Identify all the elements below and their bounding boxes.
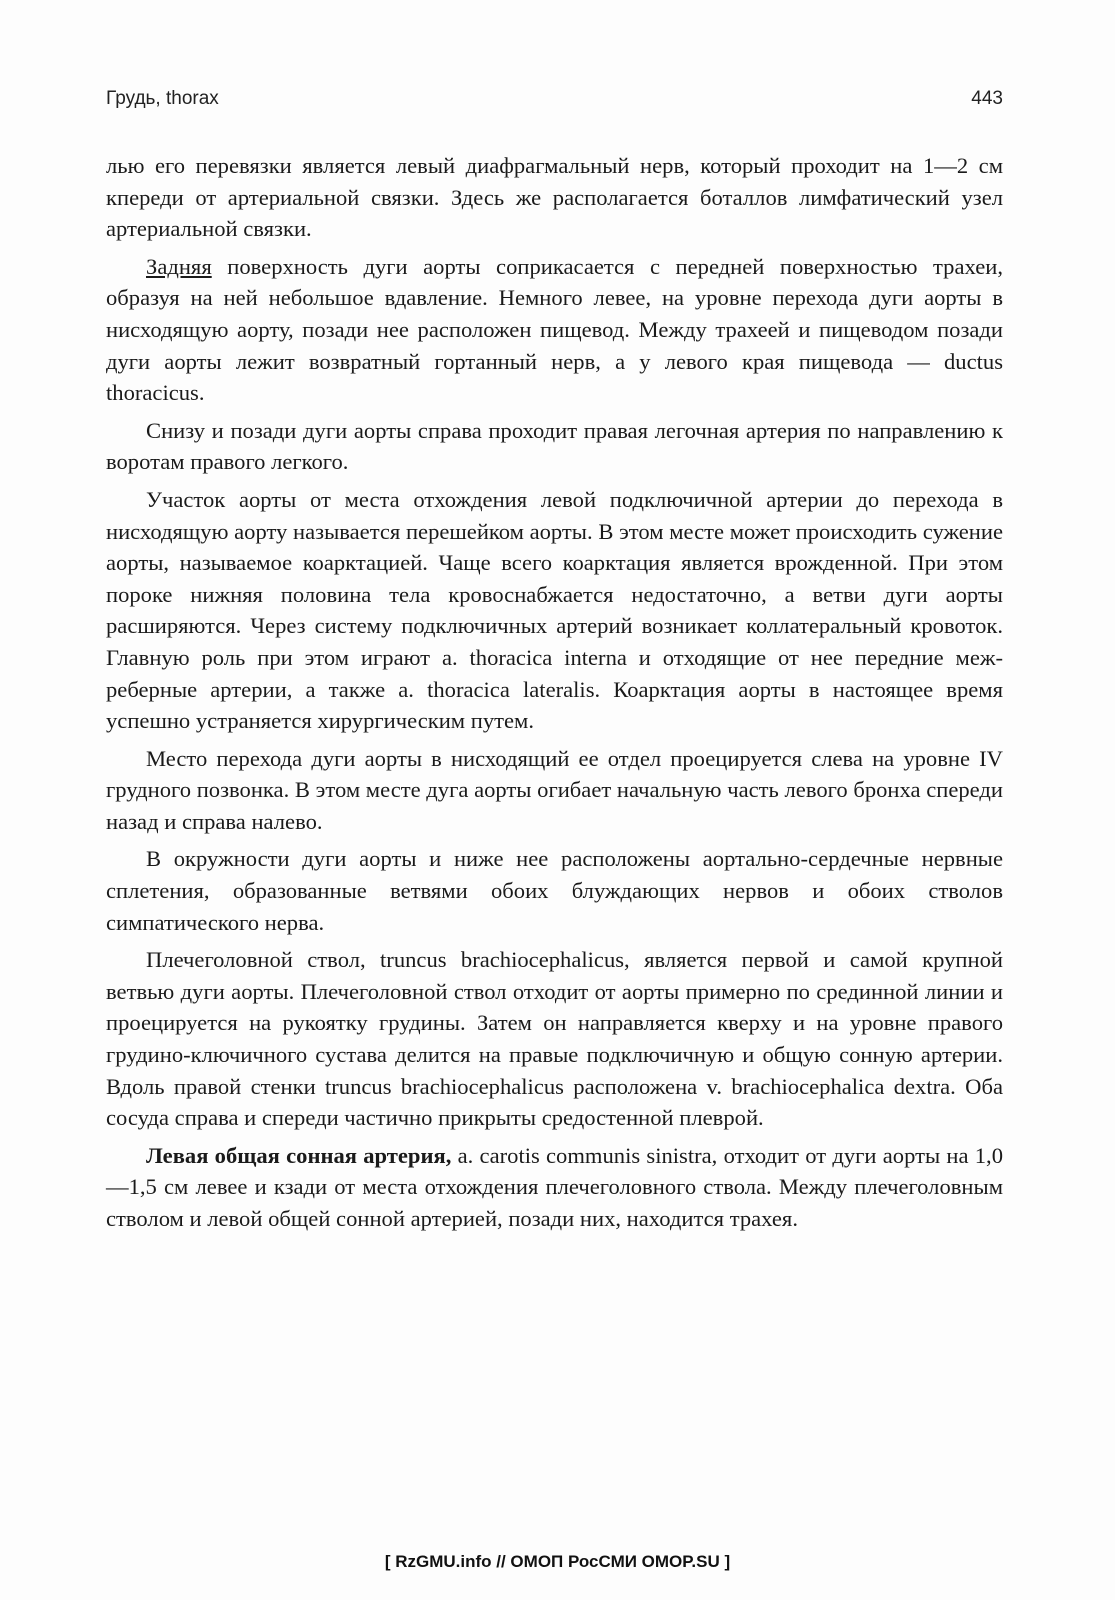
paragraph-2-lead-term: Задняя [146,253,212,279]
paragraph-8 [106,1140,1003,1235]
paragraph-1 [106,150,1003,245]
paragraph-2 [106,251,1003,409]
body-text [106,150,1003,1241]
section-title: Грудь, thorax [106,88,219,109]
paragraph-2-text: поверхность дуги аорты соприкасается с передней поверхностью трахеи, образуя на ней небольшое вдавление. Немного левее, на уровне перехода дуги аорты в нисходящую аорту, позади нее расположен пищевод. Между трахеей и пищеводом позади дуги аорты лежит возвратный гортанный нерв, а у левого края пищевода — ductus thoracicus. [106,253,1003,406]
paragraph-8-lead-term: Левая общая сонная артерия, [146,1142,452,1168]
paragraph-8-text: a. carotis communis sinistra, отходит от дуги аорты на 1,0—1,5 см левее и кзади от места отхождения плечеголовного ствола. Между плечеголовным стволом и левой общей сонной артерией, позади них, находится трахея. [106,1142,1003,1231]
page-number: 443 [971,88,1003,109]
paragraph-4-text: Участок аорты от места отхождения левой подключичной артерии до перехода в нисходящую аорту называется перешейком аорты. В этом месте может происходить сужение аорты, называемое коарктацией. Чаще всего коарктация является врожденной. При этом пороке нижняя половина тела кровоснабжается недостаточно, а ветви дуги аорты расширяются. Через систему подключичных артерий возникает коллатеральный кровоток. Главную роль при этом играют a. thoracica interna и отходящие от нее передние межреберные артерии, а также a. thoracica lateralis. Коарктация аорты в настоящее время успешно устраняется хирургическим путем. [106,486,1003,734]
paragraph-4 [106,484,1003,737]
paragraph-1-text: лью его перевязки является левый диафрагмальный нерв, который проходит на 1—2 см кпереди от артериальной связки. Здесь же располагается боталлов лимфатический узел артериальной связки. [106,153,1003,242]
paragraph-5 [106,743,1003,838]
paragraph-7-text: Плечеголовной ствол, truncus brachiocephalicus, является первой и самой крупной ветвью дуги аорты. Плечеголовной ствол отходит от аорты примерно по срединной линии и проецируется на рукоятку грудины. Затем он направляется кверху и на уровне правого грудино-ключичного сустава делится на правые подключичную и общую сонную артерии. Вдоль правой стенки truncus brachiocephalicus расположена v. brachiocephalica dextra. Оба сосуда справа и спереди частично прикрыты средостенной плеврой. [106,947,1003,1131]
paragraph-5-text: Место перехода дуги аорты в нисходящий ее отдел проецируется слева на уровне IV грудного позвонка. В этом месте дуга аорты огибает начальную часть левого бронха спереди назад и справа налево. [106,745,1003,834]
paragraph-7 [106,944,1003,1134]
paragraph-3-text: Снизу и позади дуги аорты справа проходит правая легочная артерия по направлению к воротам правого легкого. [106,417,1003,475]
running-header [106,88,1003,118]
paragraph-6-text: В окружности дуги аорты и ниже нее расположены аортально-сердечные нервные сплетения, образованные ветвями обоих блуждающих нервов и обоих стволов симпатического нерва. [106,846,1003,935]
watermark-footer: [ RzGMU.info // ОМОП РосСМИ OMOP.SU ] [384,1552,731,1571]
paragraph-6 [106,843,1003,938]
paragraph-3 [106,415,1003,478]
